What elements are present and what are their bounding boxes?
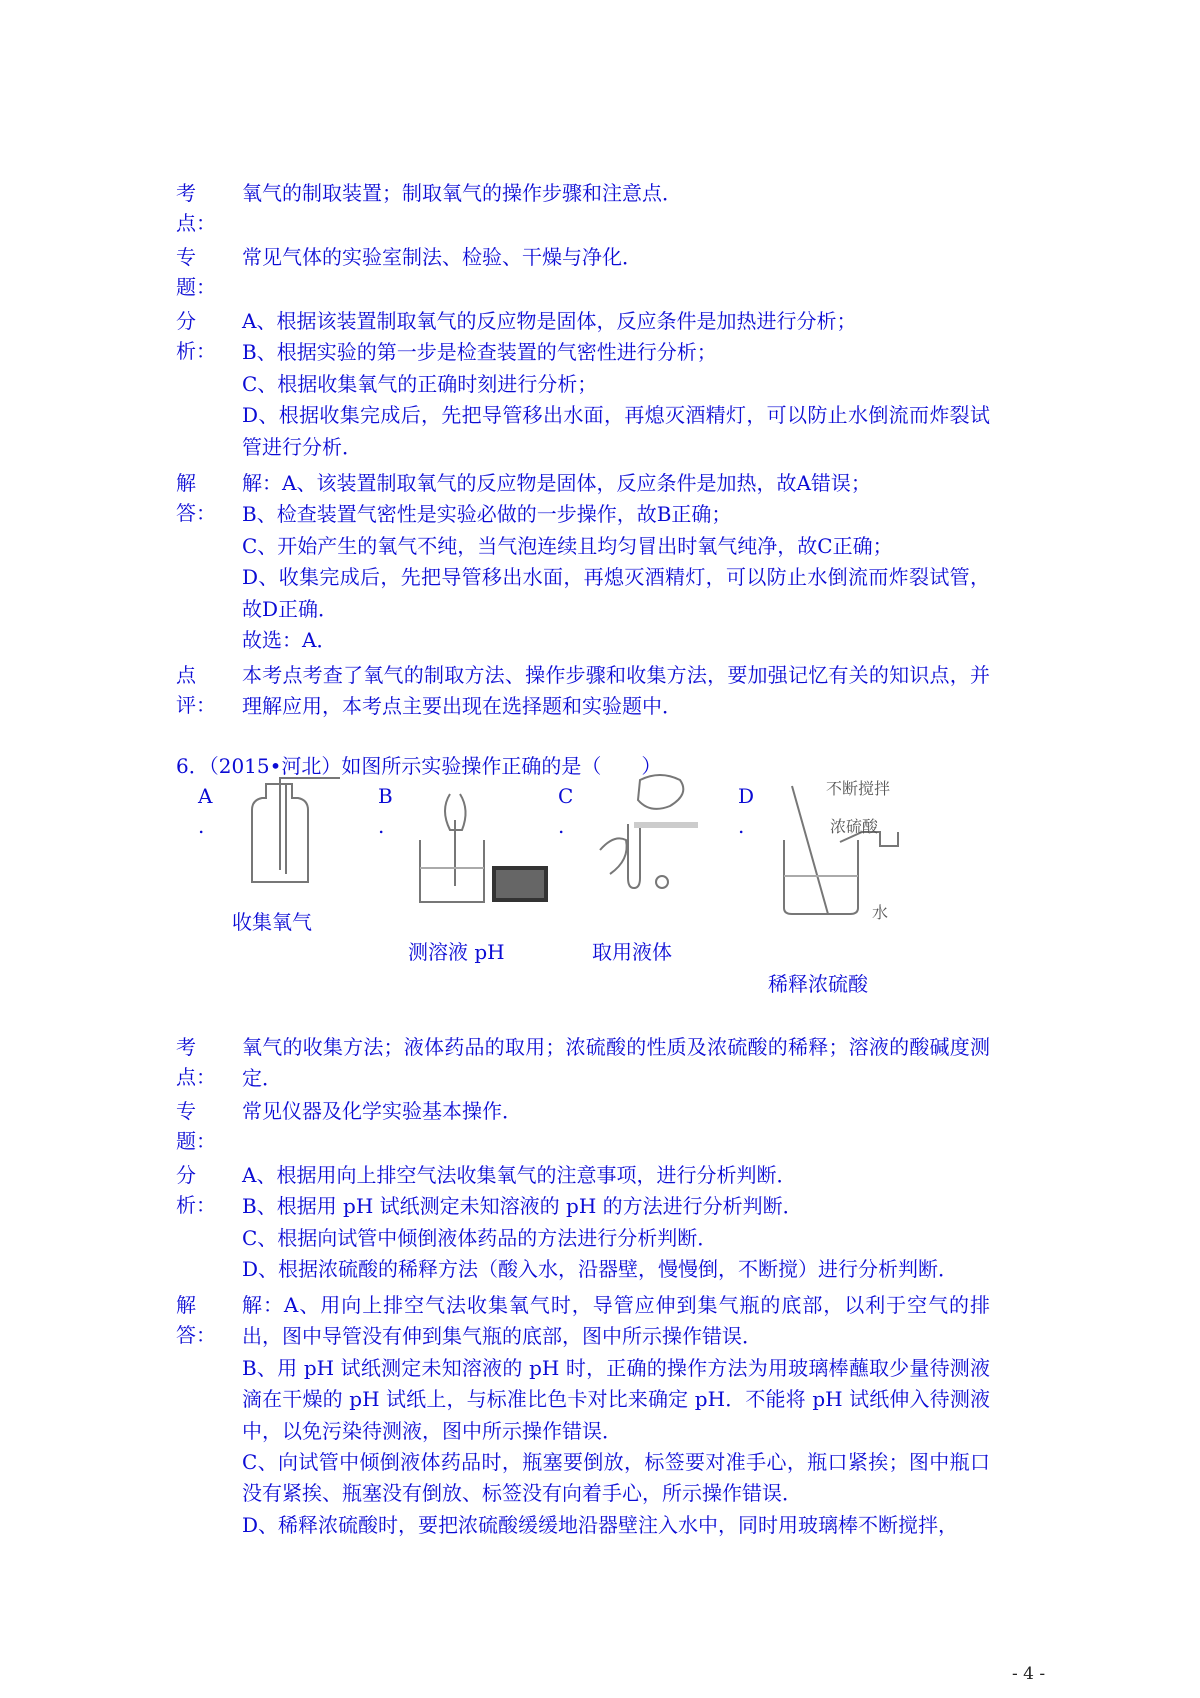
ph-test-figure: [410, 790, 550, 910]
option-d-caption: 稀释浓硫酸: [768, 972, 868, 996]
jieda-text-2: 解：A、用向上排空气法收集氧气时，导管应伸到集气瓶的底部，以利于空气的排出，图中导管没有伸到集气瓶的底部，图中所示操作错误． B、用 pH 试纸测定未知溶液的 pH 时，正确的操作方法为用玻璃棒蘸取少量待测液滴在干燥的 pH 试纸上，与标准比色卡对比来确定 pH．不能将 pH 试纸伸入待测液中，以免污染待测液，图中所示操作错误． C、向试管中倾倒液体药品时，瓶塞要倒放，标签要对准手心，瓶口紧挨；图中瓶口没有紧挨、瓶塞没有倒放、标签没有向着手心，所示操作错误． D、稀释浓硫酸时，要把浓硫酸缓缓地沿器壁注入水中，同时用玻璃棒不断搅拌，: [242, 1293, 990, 1537]
fenxi-label: 分 析：: [176, 309, 216, 363]
acid-dilution-figure: [770, 780, 940, 920]
jieda-label: 解 答：: [176, 471, 216, 525]
option-d-dot: .: [738, 814, 745, 838]
dianping-text: 本考点考查了氧气的制取方法、操作步骤和收集方法，要加强记忆有关的知识点，并理解应用，本考点主要出现在选择题和实验题中．: [242, 663, 990, 719]
fenxi-label-2: 分 析：: [176, 1163, 216, 1217]
option-b-caption: 测溶液 pH: [408, 940, 505, 964]
option-a-letter: A: [198, 784, 213, 808]
d-label-water: 水: [872, 903, 889, 922]
kaodian-label-2: 考 点：: [176, 1035, 216, 1089]
d-label-stir: 不断搅拌: [826, 779, 891, 798]
option-a-dot: .: [198, 814, 205, 838]
question-title: 6．（2015•河北）如图所示实验操作正确的是（ ）: [176, 754, 662, 778]
option-c-letter: C: [558, 784, 574, 808]
fenxi-text: A、根据该装置制取氧气的反应物是固体，反应条件是加热进行分析； B、根据实验的第一步是检查装置的气密性进行分析； C、根据收集氧气的正确时刻进行分析； D、根据收集完成后，先把导管移出水面，再熄灭酒精灯，可以防止水倒流而炸裂试管进行分析．: [242, 309, 990, 459]
zhuanti-label: 专 题：: [176, 245, 216, 299]
option-d-letter: D: [738, 784, 755, 808]
kaodian-text-2: 氧气的收集方法；液体药品的取用；浓硫酸的性质及浓硫酸的稀释；溶液的酸碱度测定．: [242, 1035, 990, 1091]
gas-collection-bottle-figure: [240, 770, 340, 890]
jieda-label-2: 解 答：: [176, 1293, 216, 1347]
kaodian-label: 考 点：: [176, 181, 216, 235]
kaodian-text: 氧气的制取装置；制取氧气的操作步骤和注意点．: [242, 181, 682, 205]
option-a-caption: 收集氧气: [232, 910, 312, 934]
dianping-label: 点 评：: [176, 663, 216, 717]
d-label-acid: 浓硫酸: [830, 817, 879, 836]
zhuanti-text: 常见气体的实验室制法、检验、干燥与净化．: [242, 245, 642, 269]
zhuanti-text-2: 常见仪器及化学实验基本操作．: [242, 1099, 522, 1123]
option-b-letter: B: [378, 784, 393, 808]
zhuanti-label-2: 专 题：: [176, 1099, 216, 1153]
option-c-dot: .: [558, 814, 565, 838]
liquid-pouring-figure: [590, 770, 700, 900]
page-number: - 4 -: [1012, 1664, 1046, 1684]
option-b-dot: .: [378, 814, 385, 838]
option-c-caption: 取用液体: [592, 940, 672, 964]
fenxi-text-2: A、根据用向上排空气法收集氧气的注意事项，进行分析判断． B、根据用 pH 试纸测定未知溶液的 pH 的方法进行分析判断． C、根据向试管中倾倒液体药品的方法进行分析判断． D、根据浓硫酸的稀释方法（酸入水，沿器壁，慢慢倒，不断搅）进行分析判断．: [242, 1163, 959, 1282]
jieda-text: 解：A、该装置制取氧气的反应物是固体，反应条件是加热，故A错误； B、检查装置气密性是实验必做的一步操作，故B正确； C、开始产生的氧气不纯，当气泡连续且均匀冒出时氧气纯净，故C正确； D、收集完成后，先把导管移出水面，再熄灭酒精灯，可以防止水倒流而炸裂试管，故D正确． 故选：A．: [242, 471, 990, 653]
